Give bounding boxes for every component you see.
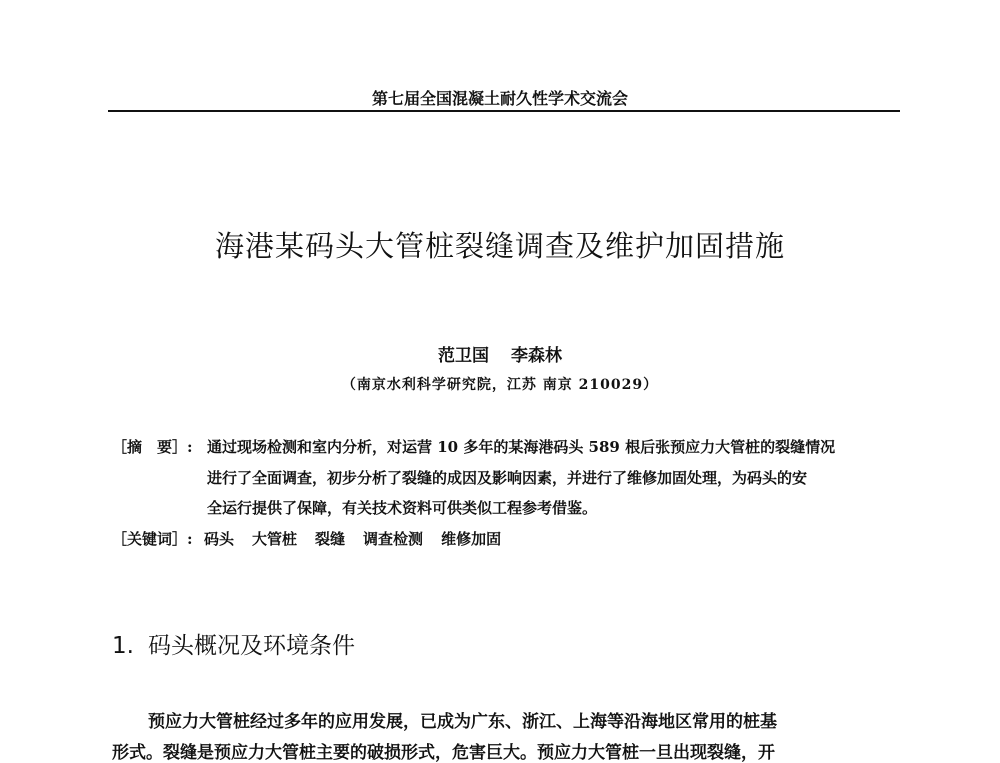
author-name: 范卫国 bbox=[438, 346, 489, 366]
abstract-label: ［摘 要］: bbox=[112, 438, 193, 456]
keyword: 码头 bbox=[204, 530, 235, 548]
section-number: 1. bbox=[112, 633, 134, 659]
paper-title: 海港某码头大管桩裂缝调查及维护加固措施 bbox=[214, 229, 785, 263]
abstract-line: 进行了全面调查，初步分析了裂缝的成因及影响因素，并进行了维修加固处理，为码头的安 bbox=[207, 469, 808, 487]
keyword: 调查检测 bbox=[363, 530, 424, 548]
abstract-line: 通过现场检测和室内分析，对运营 10 多年的某海港码头 589 根后张预应力大管桩的裂缝情况 bbox=[207, 438, 836, 456]
section-heading bbox=[112, 627, 355, 660]
header-rule bbox=[108, 110, 900, 112]
keywords-label: ［关键词］: bbox=[112, 530, 193, 548]
body-paragraph-line: 形式。裂缝是预应力大管桩主要的破损形式，危害巨大。预应力大管桩一旦出现裂缝，开 bbox=[112, 743, 775, 763]
body-paragraph-line: 预应力大管桩经过多年的应用发展，已成为广东、浙江、上海等沿海地区常用的桩基 bbox=[148, 712, 777, 732]
keywords-list bbox=[204, 528, 519, 549]
keyword: 大管桩 bbox=[252, 530, 298, 548]
author-line bbox=[0, 341, 1000, 366]
author-name: 李森林 bbox=[511, 346, 562, 366]
abstract-line: 全运行提供了保障，有关技术资料可供类似工程参考借鉴。 bbox=[207, 499, 598, 517]
author-affiliation: （南京水利科学研究院，江苏 南京 210029） bbox=[341, 377, 659, 393]
running-header: 第七届全国混凝土耐久性学术交流会 bbox=[371, 89, 628, 108]
section-title: 码头概况及环境条件 bbox=[147, 633, 355, 659]
keyword: 维修加固 bbox=[441, 530, 502, 548]
keyword: 裂缝 bbox=[315, 530, 346, 548]
